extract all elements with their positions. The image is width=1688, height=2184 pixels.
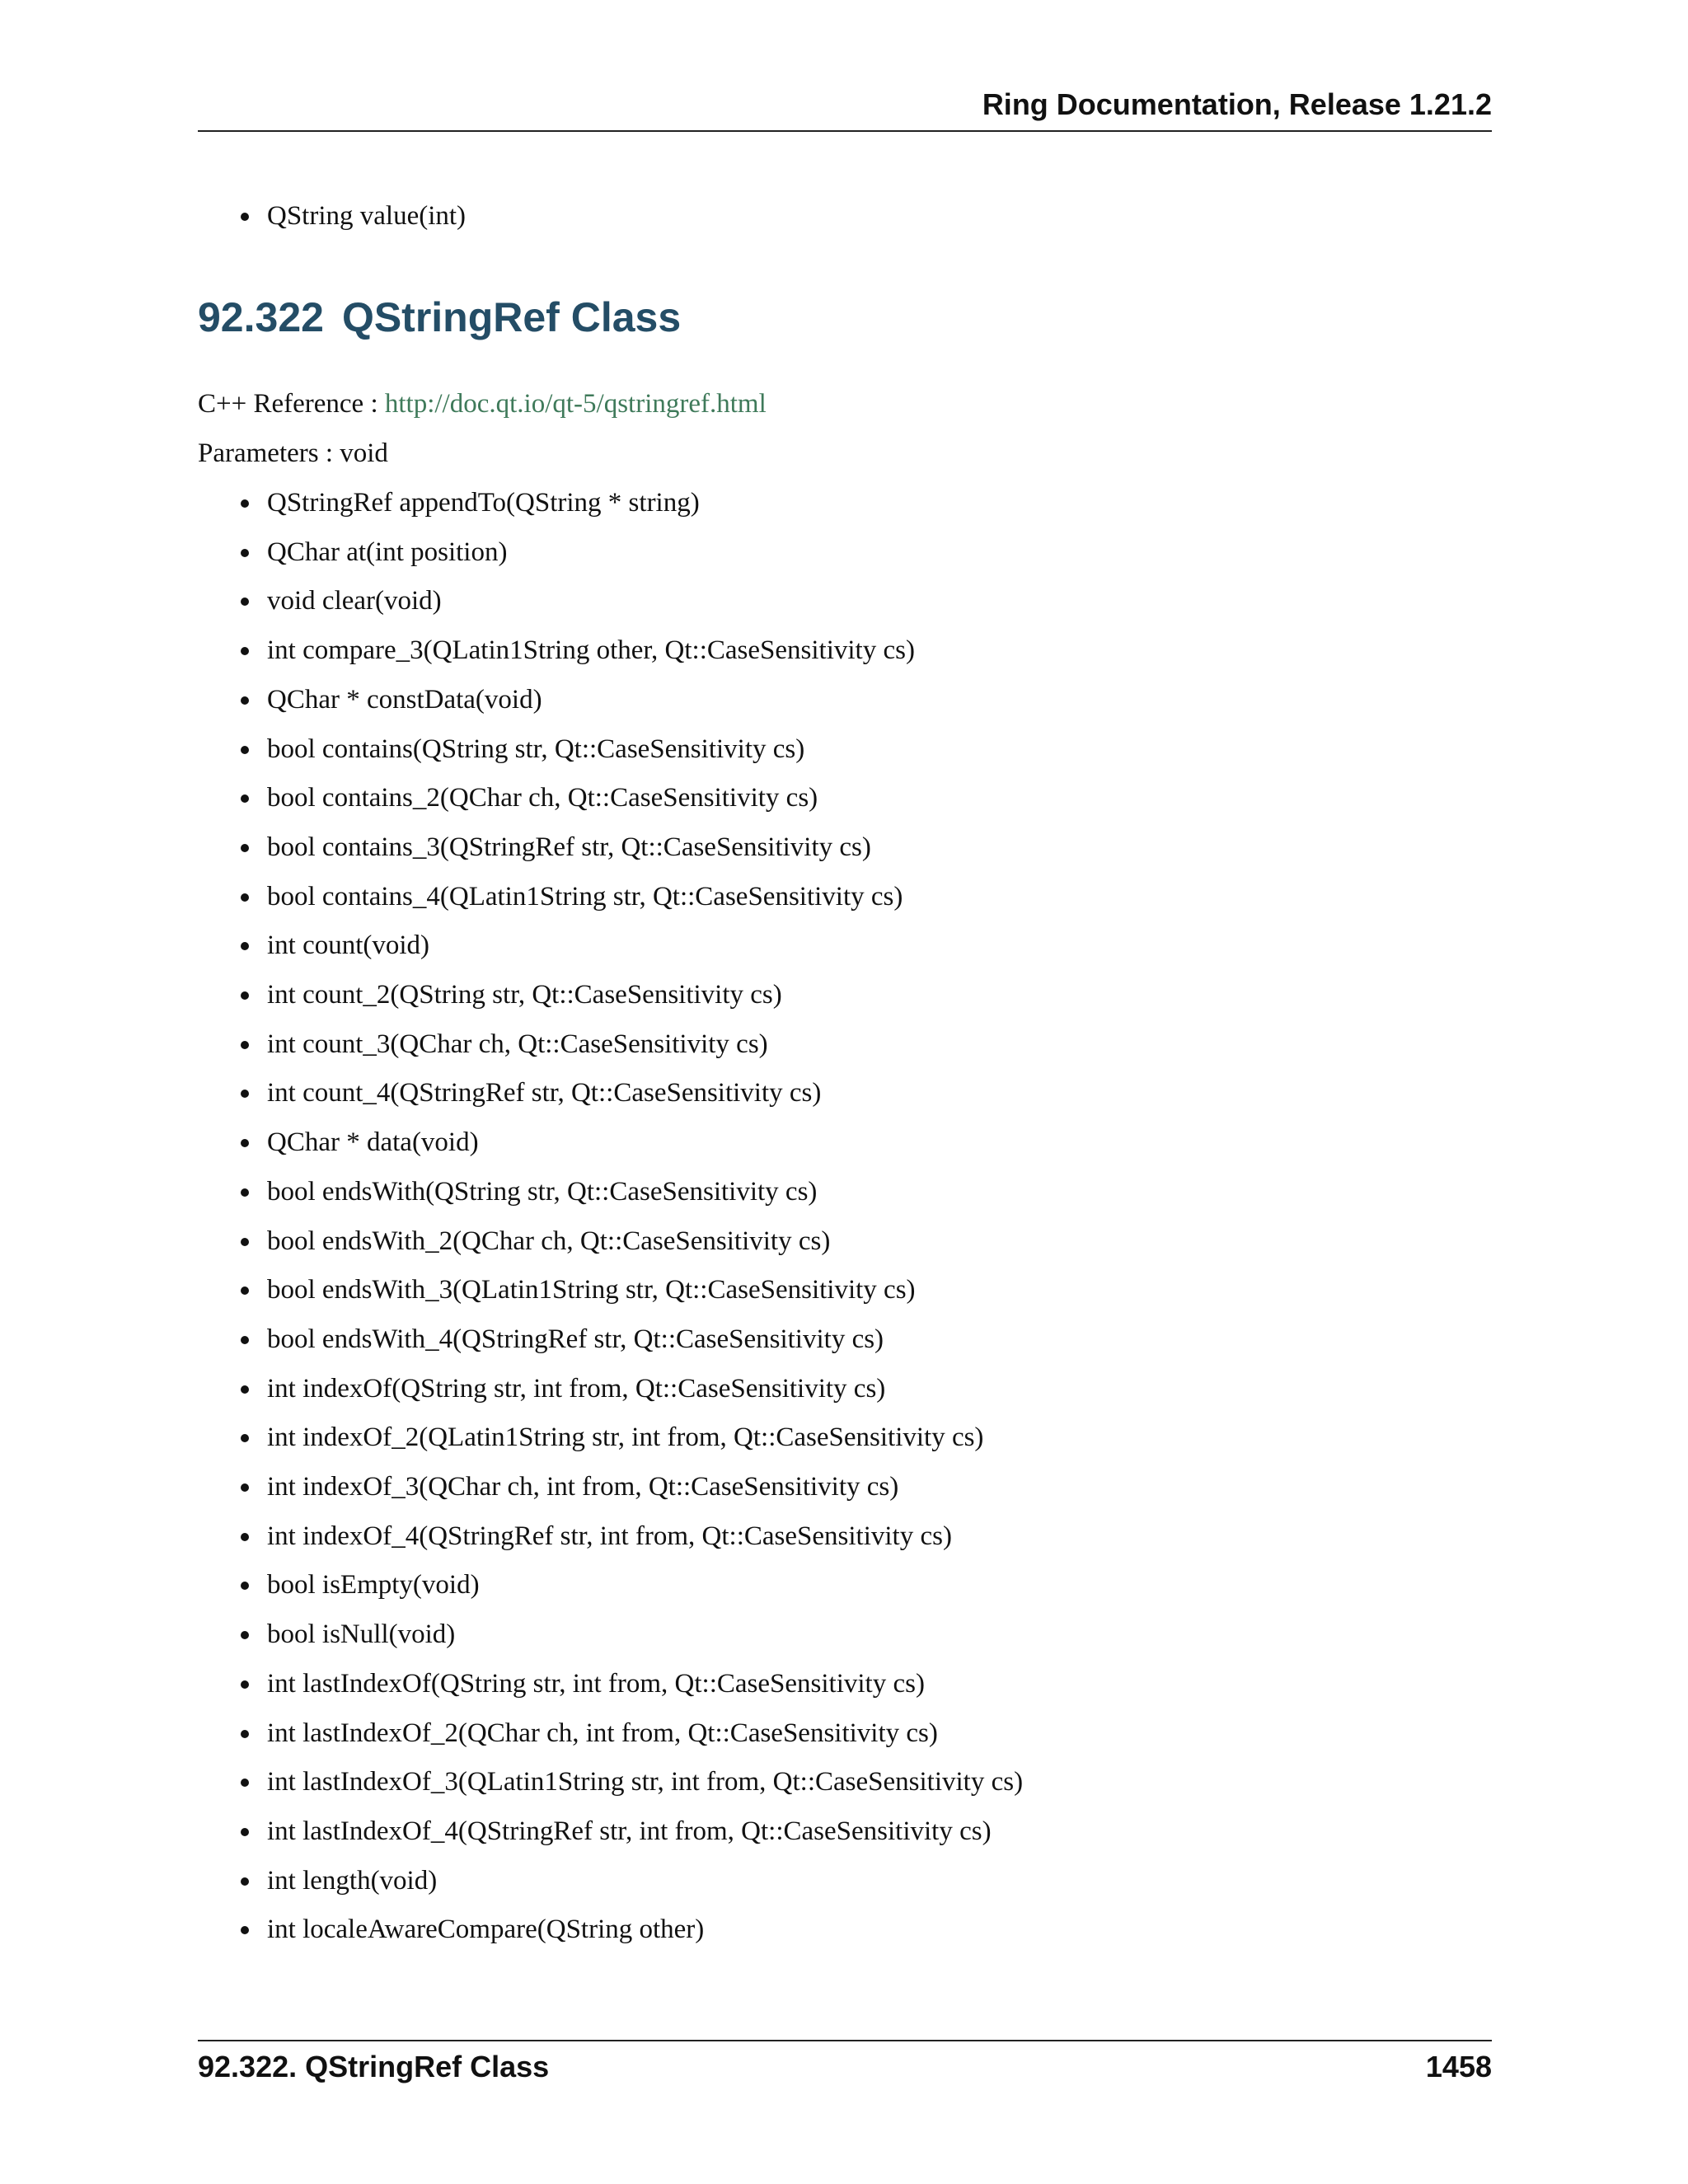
method-text: int indexOf_4(QStringRef str, int from, Qt::CaseSensitivity cs) [267, 1521, 952, 1551]
bullet-icon [241, 696, 249, 705]
bullet-icon [241, 794, 249, 803]
page-number: 1458 [1425, 2050, 1492, 2083]
bullet-icon [241, 1483, 249, 1492]
method-text: QString value(int) [267, 201, 467, 231]
bullet-icon [241, 942, 249, 950]
method-text: bool endsWith_3(QLatin1String str, Qt::CaseSensitivity cs) [267, 1275, 916, 1305]
bullet-icon [241, 213, 249, 221]
method-text: bool contains(QString str, Qt::CaseSensitivity cs) [267, 734, 805, 764]
section-title-text: QStringRef Class [341, 294, 682, 340]
method-text: bool isNull(void) [267, 1619, 456, 1649]
section-number: 92.322 [198, 294, 324, 340]
method-text: bool endsWith_4(QStringRef str, Qt::CaseSensitivity cs) [267, 1324, 884, 1354]
cpp-reference-link[interactable]: http://doc.qt.io/qt-5/qstringref.html [384, 389, 767, 419]
parameters-line: Parameters : void [198, 438, 388, 468]
bullet-icon [241, 1926, 249, 1934]
method-text: int count_2(QString str, Qt::CaseSensitivity cs) [267, 980, 782, 1010]
bullet-icon [241, 1631, 249, 1639]
method-text: bool endsWith(QString str, Qt::CaseSensitivity cs) [267, 1177, 818, 1207]
page-header [198, 87, 1492, 132]
bullet-icon [241, 1434, 249, 1442]
cpp-reference-label: C++ Reference : [198, 389, 385, 419]
method-text: QChar * data(void) [267, 1127, 479, 1157]
bullet-icon [241, 499, 249, 508]
method-text: int count_3(QChar ch, Qt::CaseSensitivity cs) [267, 1029, 768, 1059]
method-text: int localeAwareCompare(QString other) [267, 1915, 705, 1944]
cpp-reference-line [198, 387, 767, 420]
bullet-icon [241, 893, 249, 902]
bullet-icon [241, 1041, 249, 1049]
bullet-icon [241, 844, 249, 852]
method-text: bool contains_3(QStringRef str, Qt::CaseSensitivity cs) [267, 832, 871, 862]
page-footer [198, 2040, 1492, 2083]
bullet-icon [241, 1779, 249, 1787]
method-text: void clear(void) [267, 586, 442, 616]
method-text: int lastIndexOf(QString str, int from, Qt::CaseSensitivity cs) [267, 1669, 925, 1699]
method-text: int lastIndexOf_4(QStringRef str, int from, Qt::CaseSensitivity cs) [267, 1816, 992, 1846]
method-text: bool contains_2(QChar ch, Qt::CaseSensitivity cs) [267, 783, 818, 813]
bullet-icon [241, 1286, 249, 1295]
footer-section: 92.322. QStringRef Class [198, 2050, 550, 2083]
bullet-icon [241, 598, 249, 606]
bullet-icon [241, 647, 249, 655]
method-text: int count(void) [267, 930, 430, 960]
bullet-icon [241, 746, 249, 754]
method-text: bool endsWith_2(QChar ch, Qt::CaseSensitivity cs) [267, 1226, 831, 1256]
bullet-icon [241, 1188, 249, 1197]
bullet-icon [241, 1090, 249, 1098]
method-text: int indexOf(QString str, int from, Qt::CaseSensitivity cs) [267, 1374, 886, 1404]
method-text: QStringRef appendTo(QString * string) [267, 488, 700, 518]
method-text: int lastIndexOf_3(QLatin1String str, int from, Qt::CaseSensitivity cs) [267, 1767, 1024, 1797]
method-text: int count_4(QStringRef str, Qt::CaseSensitivity cs) [267, 1078, 822, 1108]
bullet-icon [241, 1533, 249, 1541]
bullet-icon [241, 1877, 249, 1886]
method-text: QChar at(int position) [267, 537, 508, 567]
method-text: int lastIndexOf_2(QChar ch, int from, Qt::CaseSensitivity cs) [267, 1718, 938, 1748]
bullet-icon [241, 1238, 249, 1246]
method-text: int indexOf_2(QLatin1String str, int from, Qt::CaseSensitivity cs) [267, 1422, 984, 1452]
header-title: Ring Documentation, Release 1.21.2 [982, 87, 1492, 121]
method-text: bool isEmpty(void) [267, 1570, 480, 1600]
bullet-icon [241, 1828, 249, 1836]
bullet-icon [241, 1336, 249, 1344]
method-text: int compare_3(QLatin1String other, Qt::CaseSensitivity cs) [267, 635, 915, 665]
bullet-icon [241, 1385, 249, 1394]
method-text: int indexOf_3(QChar ch, int from, Qt::CaseSensitivity cs) [267, 1472, 899, 1502]
bullet-icon [241, 1730, 249, 1738]
method-text: QChar * constData(void) [267, 685, 542, 715]
bullet-icon [241, 1680, 249, 1689]
bullet-icon [241, 549, 249, 557]
section-title [198, 293, 681, 341]
bullet-icon [241, 1139, 249, 1147]
bullet-icon [241, 991, 249, 1000]
bullet-icon [241, 1582, 249, 1590]
method-text: int length(void) [267, 1866, 438, 1896]
method-text: bool contains_4(QLatin1String str, Qt::CaseSensitivity cs) [267, 882, 903, 912]
